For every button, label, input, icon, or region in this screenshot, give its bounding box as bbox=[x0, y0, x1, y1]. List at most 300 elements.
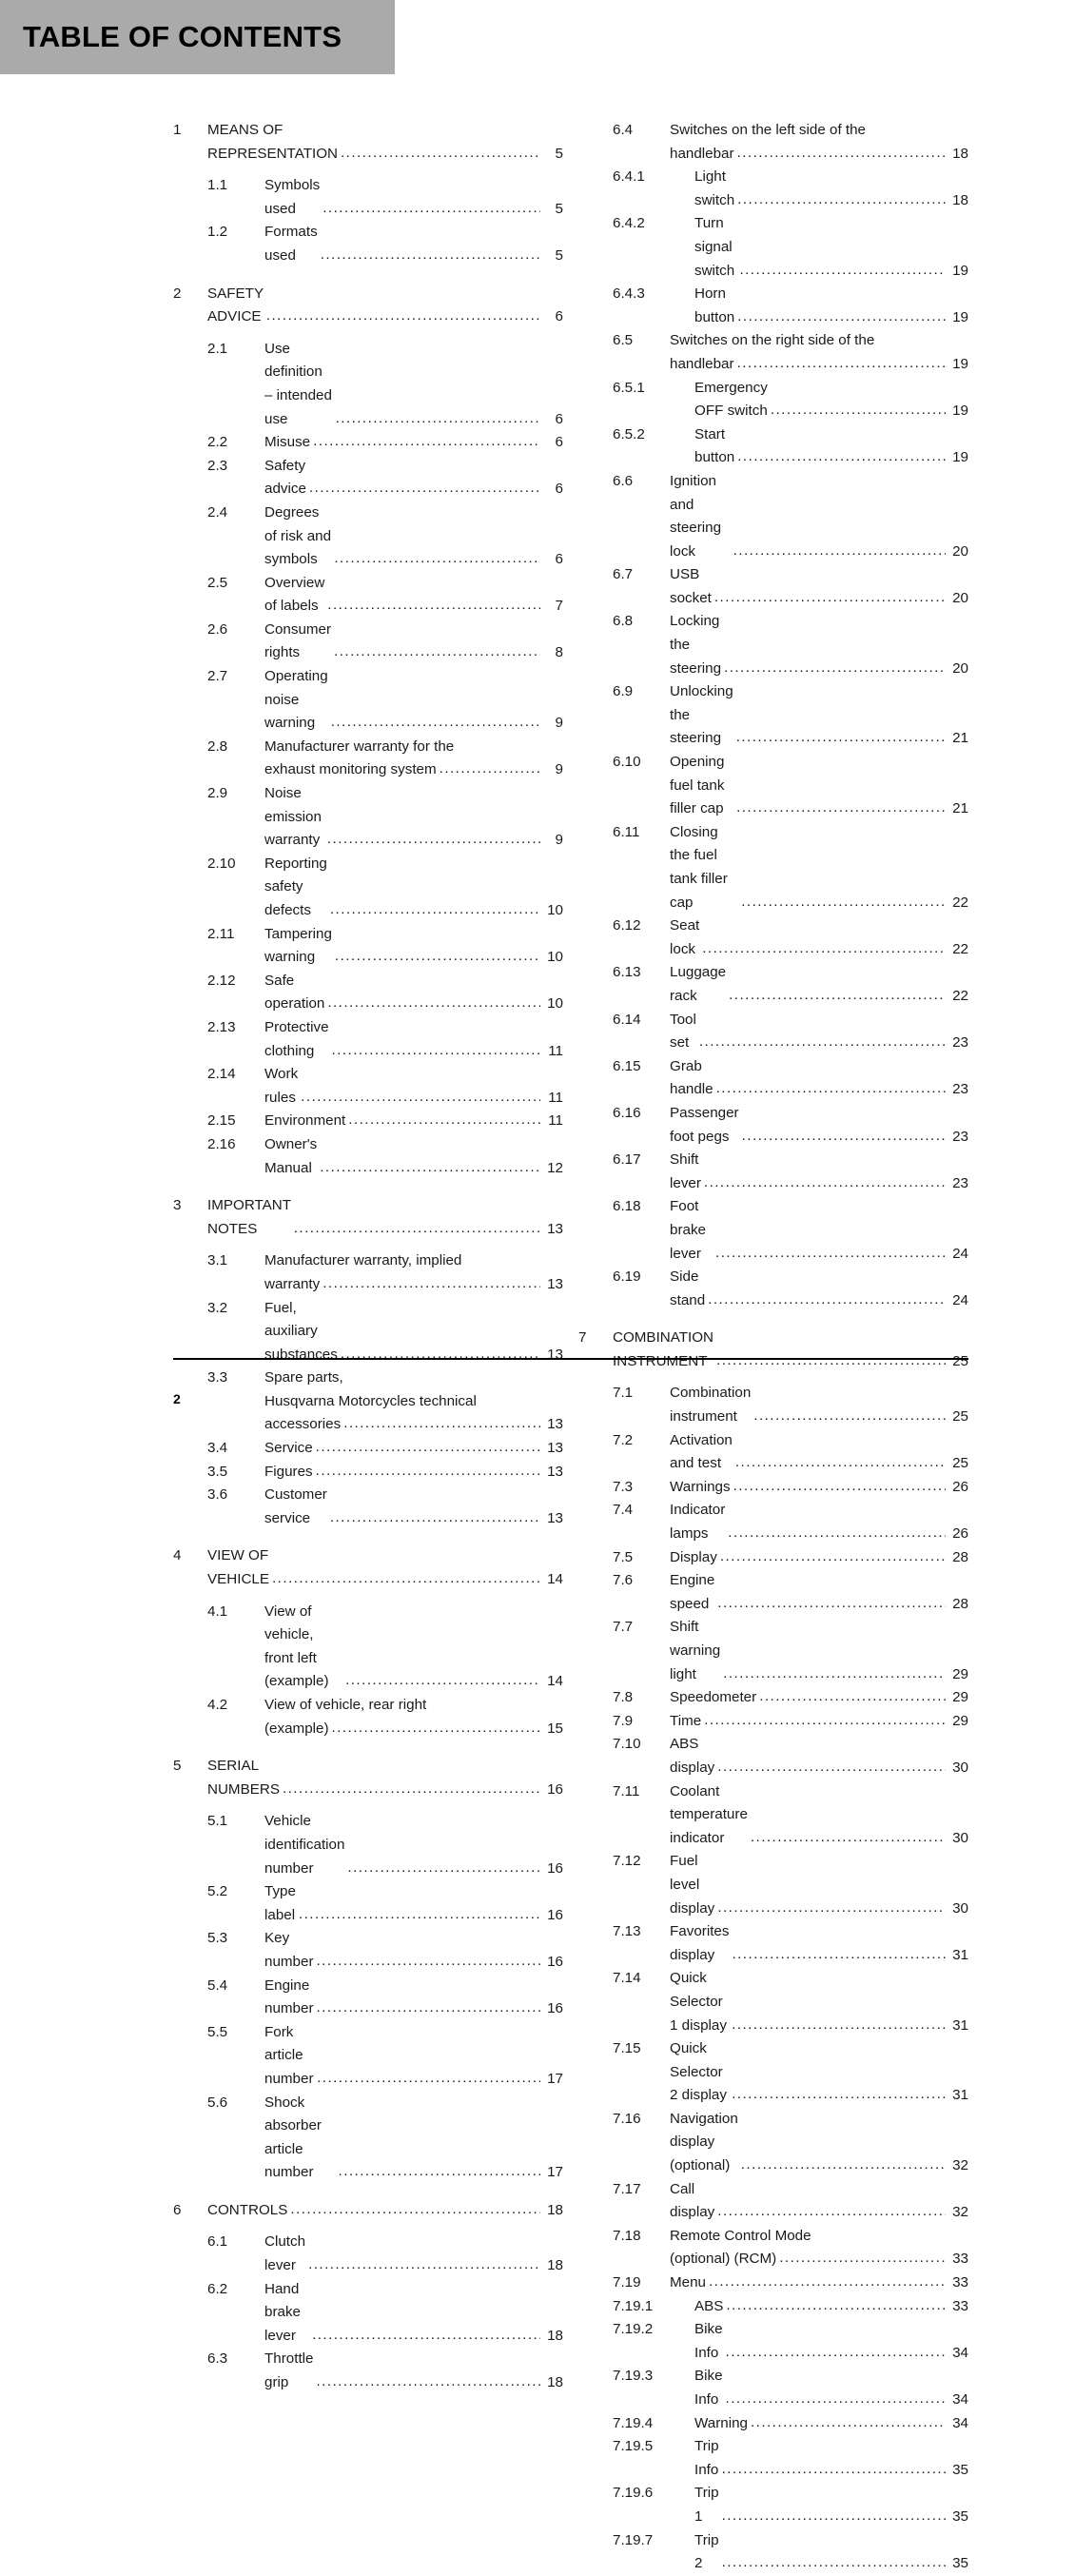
toc-entry-title: IMPORTANT NOTES bbox=[207, 1197, 291, 1237]
toc-entry-page: 18 bbox=[547, 2257, 563, 2274]
toc-entry-title: Trip Info bbox=[694, 2438, 719, 2478]
toc-entry-body bbox=[670, 212, 968, 283]
toc-entry[interactable] bbox=[578, 610, 968, 680]
toc-entry-title: (example) bbox=[264, 1720, 329, 1737]
toc-entry-title: Locking the steering bbox=[670, 613, 722, 677]
toc-entry[interactable] bbox=[578, 2178, 968, 2225]
toc-entry[interactable] bbox=[173, 2199, 563, 2223]
toc-entry-page: 19 bbox=[952, 403, 968, 420]
toc-entry-page: 5 bbox=[555, 145, 563, 162]
toc-entry-body bbox=[264, 501, 563, 572]
toc-entry[interactable] bbox=[173, 455, 563, 501]
toc-entry-number: 7.19.5 bbox=[613, 2438, 654, 2455]
toc-entry[interactable] bbox=[578, 2295, 968, 2319]
toc-entry-page: 29 bbox=[952, 1665, 968, 1682]
toc-leader-dots bbox=[728, 1522, 946, 1545]
toc-entry-body bbox=[264, 1437, 563, 1461]
toc-leader-dots bbox=[316, 1436, 540, 1460]
toc-entry-body bbox=[670, 1476, 968, 1500]
toc-entry-page: 31 bbox=[952, 2016, 968, 2034]
toc-entry[interactable] bbox=[578, 1382, 968, 1428]
toc-entry-body bbox=[207, 119, 563, 166]
toc-entry-title-row bbox=[670, 2248, 968, 2271]
toc-entry[interactable] bbox=[173, 119, 563, 166]
toc-entry-body bbox=[264, 1484, 563, 1530]
toc-entry-body bbox=[670, 377, 968, 423]
toc-entry-title: USB socket bbox=[670, 566, 712, 606]
toc-entry-title: Symbols used bbox=[264, 177, 321, 217]
toc-entry[interactable] bbox=[578, 1967, 968, 2037]
toc-entry[interactable] bbox=[578, 1569, 968, 1616]
toc-entry[interactable] bbox=[173, 1110, 563, 1133]
toc-leader-dots bbox=[716, 1077, 946, 1101]
toc-entry[interactable] bbox=[173, 2348, 563, 2394]
toc-entry-title-row bbox=[670, 2225, 968, 2249]
toc-entry-title: Indicator lamps bbox=[670, 1502, 726, 1543]
toc-leader-dots bbox=[330, 898, 540, 922]
toc-entry[interactable] bbox=[173, 1544, 563, 1591]
toc-leader-dots bbox=[313, 430, 540, 454]
toc-entry[interactable] bbox=[173, 221, 563, 267]
toc-entry[interactable] bbox=[578, 914, 968, 961]
toc-leader-dots bbox=[699, 1031, 946, 1054]
toc-entry-title: Spare parts, bbox=[264, 1369, 343, 1386]
toc-entry-title: View of vehicle, rear right bbox=[264, 1697, 427, 1713]
toc-entry[interactable] bbox=[578, 470, 968, 563]
toc-entry-page: 26 bbox=[952, 1478, 968, 1495]
toc-entry[interactable] bbox=[578, 680, 968, 751]
toc-entry[interactable] bbox=[578, 212, 968, 283]
toc-leader-dots bbox=[723, 1662, 946, 1686]
toc-entry-page: 34 bbox=[952, 2414, 968, 2431]
toc-entry-title: COMBINATION INSTRUMENT bbox=[613, 1329, 714, 1369]
toc-entry[interactable] bbox=[173, 1194, 563, 1241]
toc-entry-title: Menu bbox=[670, 2274, 706, 2291]
toc-entry-body bbox=[264, 174, 563, 221]
toc-entry[interactable] bbox=[578, 2108, 968, 2178]
toc-entry-page: 35 bbox=[952, 2461, 968, 2478]
toc-leader-dots bbox=[717, 1592, 946, 1616]
toc-entry-page: 16 bbox=[547, 1780, 563, 1798]
toc-entry[interactable] bbox=[578, 2365, 968, 2411]
toc-entry[interactable] bbox=[578, 961, 968, 1008]
toc-entry[interactable] bbox=[173, 1016, 563, 1063]
toc-entry[interactable] bbox=[578, 2225, 968, 2271]
toc-entry[interactable] bbox=[173, 431, 563, 455]
toc-entry[interactable] bbox=[578, 1616, 968, 1686]
toc-entry[interactable] bbox=[173, 1297, 563, 1367]
toc-entry-number: 4 bbox=[173, 1547, 182, 1564]
toc-entry-body bbox=[264, 970, 563, 1016]
toc-entry-title: Service bbox=[264, 1440, 313, 1457]
toc-leader-dots bbox=[336, 407, 540, 431]
toc-leader-dots bbox=[312, 2324, 540, 2348]
toc-leader-dots bbox=[320, 1156, 540, 1180]
toc-entry-body bbox=[670, 1710, 968, 1734]
toc-leader-dots bbox=[290, 2198, 540, 2222]
toc-entry[interactable] bbox=[173, 572, 563, 619]
toc-entry-body bbox=[264, 1975, 563, 2021]
toc-entry-page: 20 bbox=[952, 542, 968, 560]
toc-entry-title: ABS bbox=[694, 2297, 724, 2314]
toc-entry-page: 9 bbox=[555, 832, 563, 849]
toc-leader-dots bbox=[753, 1405, 946, 1428]
toc-leader-dots bbox=[735, 1451, 946, 1475]
toc-entry-title: Throttle grip bbox=[264, 2350, 314, 2391]
toc-entry[interactable] bbox=[578, 1195, 968, 1266]
toc-entry[interactable] bbox=[173, 1461, 563, 1485]
toc-entry-page: 19 bbox=[952, 308, 968, 325]
toc-entry[interactable] bbox=[578, 329, 968, 376]
toc-entry-title: Tool set bbox=[670, 1011, 696, 1052]
page-header-banner bbox=[0, 0, 395, 74]
toc-entry-number: 6.10 bbox=[613, 754, 641, 771]
toc-entry[interactable] bbox=[578, 377, 968, 423]
toc-entry[interactable] bbox=[173, 1927, 563, 1974]
toc-entry-body bbox=[670, 1686, 968, 1710]
toc-entry[interactable] bbox=[173, 1249, 563, 1296]
toc-entry-body bbox=[670, 1382, 968, 1428]
toc-entry[interactable] bbox=[578, 751, 968, 821]
toc-entry-title: Tampering warning bbox=[264, 925, 332, 966]
toc-entry-title: Environment bbox=[264, 1112, 346, 1130]
toc-entry-body bbox=[264, 1880, 563, 1927]
toc-entry-page: 13 bbox=[547, 1416, 563, 1433]
toc-entry-number: 6.4 bbox=[613, 122, 634, 138]
toc-entry-title: VIEW OF VEHICLE bbox=[207, 1547, 269, 1588]
toc-entry-page: 11 bbox=[548, 1089, 563, 1106]
toc-entry-title: Shift lever bbox=[670, 1151, 701, 1191]
toc-entry-page: 9 bbox=[555, 715, 563, 732]
toc-entry-title-row bbox=[264, 736, 563, 759]
toc-entry-number: 2.13 bbox=[207, 1018, 236, 1035]
toc-entry-title: Owner's Manual bbox=[264, 1135, 318, 1176]
toc-entry[interactable] bbox=[578, 1266, 968, 1312]
toc-entry[interactable] bbox=[578, 1327, 968, 1373]
toc-entry-page: 23 bbox=[952, 1081, 968, 1098]
toc-entry-number: 7.19.6 bbox=[613, 2485, 654, 2502]
toc-entry[interactable] bbox=[173, 1437, 563, 1461]
toc-entry[interactable] bbox=[578, 2529, 968, 2576]
toc-entry-title: Safe operation bbox=[264, 972, 325, 1013]
toc-entry-page: 26 bbox=[952, 1525, 968, 1543]
toc-entry-title: Activation and test bbox=[670, 1431, 733, 1472]
toc-entry[interactable] bbox=[173, 174, 563, 221]
toc-entry[interactable] bbox=[173, 283, 563, 329]
toc-column-left bbox=[173, 119, 563, 2395]
toc-entry-body bbox=[207, 2199, 563, 2223]
toc-entry-title-row bbox=[670, 143, 968, 167]
toc-entry-title: View of vehicle, front left (example) bbox=[264, 1603, 329, 1690]
toc-entry-body bbox=[264, 1110, 563, 1133]
toc-entry-page: 33 bbox=[952, 2274, 968, 2291]
toc-entry-title: Warnings bbox=[670, 1478, 731, 1495]
toc-entry[interactable] bbox=[578, 1546, 968, 1570]
toc-entry-page: 31 bbox=[952, 2087, 968, 2104]
toc-entry-title: Clutch lever bbox=[264, 2233, 306, 2274]
toc-entry[interactable] bbox=[578, 1009, 968, 1055]
toc-entry-number: 6.15 bbox=[613, 1057, 641, 1074]
toc-entry-body bbox=[264, 2092, 563, 2185]
toc-entry-page: 19 bbox=[952, 262, 968, 279]
toc-entry-title-row bbox=[264, 1249, 563, 1273]
toc-entry[interactable] bbox=[578, 1686, 968, 1710]
toc-entry[interactable] bbox=[578, 1850, 968, 1920]
toc-entry-title: warranty bbox=[264, 1275, 321, 1292]
toc-entry-title: accessories bbox=[264, 1416, 342, 1433]
toc-entry[interactable] bbox=[173, 2092, 563, 2185]
toc-entry-number: 2.16 bbox=[207, 1135, 236, 1152]
toc-entry[interactable] bbox=[578, 1780, 968, 1851]
toc-leader-dots bbox=[741, 891, 946, 914]
toc-entry[interactable] bbox=[578, 2412, 968, 2436]
toc-leader-dots bbox=[317, 2067, 540, 2091]
toc-entry[interactable] bbox=[578, 1149, 968, 1195]
toc-entry-title: Engine speed bbox=[670, 1572, 715, 1612]
toc-entry-number: 7.16 bbox=[613, 2110, 641, 2127]
toc-entry-page: 7 bbox=[555, 598, 563, 615]
toc-leader-dots bbox=[732, 2014, 946, 2037]
toc-entry-title: Switches on the right side of the bbox=[670, 332, 875, 349]
toc-leader-dots bbox=[729, 984, 946, 1008]
toc-entry-page: 18 bbox=[547, 2327, 563, 2344]
toc-entry[interactable] bbox=[173, 619, 563, 665]
toc-entry-title: handlebar bbox=[670, 355, 734, 372]
toc-entry-title: Overview of labels bbox=[264, 574, 325, 615]
toc-entry-body bbox=[670, 1149, 968, 1195]
toc-leader-dots bbox=[321, 244, 540, 267]
toc-entry[interactable] bbox=[578, 1733, 968, 1780]
toc-entry-title: Trip 1 bbox=[694, 2485, 719, 2525]
toc-entry-title: Remote Control Mode bbox=[670, 2227, 811, 2244]
toc-entry[interactable] bbox=[173, 1063, 563, 1110]
toc-entry-title: Emergency OFF switch bbox=[694, 379, 768, 420]
toc-entry[interactable] bbox=[578, 423, 968, 470]
toc-leader-dots bbox=[716, 1349, 946, 1373]
toc-entry-page: 13 bbox=[547, 1463, 563, 1480]
toc-entry-page: 23 bbox=[952, 1174, 968, 1191]
toc-entry-number: 2.4 bbox=[207, 503, 228, 521]
toc-entry-body bbox=[670, 2108, 968, 2178]
toc-entry[interactable] bbox=[173, 970, 563, 1016]
toc-entry-title: Noise emission warranty bbox=[264, 785, 322, 849]
toc-leader-dots bbox=[294, 1217, 540, 1241]
toc-entry[interactable] bbox=[578, 2271, 968, 2295]
toc-entry-title: Misuse bbox=[264, 434, 311, 451]
toc-entry[interactable] bbox=[173, 1694, 563, 1740]
toc-entry[interactable] bbox=[173, 1133, 563, 1180]
toc-entry[interactable] bbox=[578, 1055, 968, 1102]
toc-entry-body bbox=[613, 1327, 968, 1373]
toc-leader-dots bbox=[724, 657, 946, 680]
toc-entry-page: 23 bbox=[952, 1128, 968, 1145]
toc-entry-body bbox=[670, 1266, 968, 1312]
toc-leader-dots bbox=[737, 445, 946, 469]
toc-entry-number: 5.3 bbox=[207, 1930, 228, 1947]
toc-entry-body bbox=[670, 1102, 968, 1149]
toc-entry-body bbox=[207, 1194, 563, 1241]
toc-leader-dots bbox=[717, 1897, 946, 1920]
toc-entry-number: 3 bbox=[173, 1197, 182, 1214]
toc-entry-body bbox=[264, 221, 563, 267]
toc-entry-number: 1.1 bbox=[207, 177, 228, 194]
toc-leader-dots bbox=[722, 2458, 946, 2482]
toc-entry[interactable] bbox=[173, 665, 563, 736]
toc-entry-number: 5 bbox=[173, 1758, 182, 1775]
toc-entry[interactable] bbox=[173, 1975, 563, 2021]
toc-entry[interactable] bbox=[578, 1476, 968, 1500]
toc-entry-body bbox=[670, 1009, 968, 1055]
toc-entry-title: Degrees of risk and symbols bbox=[264, 503, 332, 568]
toc-entry[interactable] bbox=[578, 1710, 968, 1734]
toc-entry-number: 5.2 bbox=[207, 1883, 228, 1900]
toc-entry-number: 3.6 bbox=[207, 1486, 228, 1504]
toc-entry-page: 22 bbox=[952, 940, 968, 957]
toc-leader-dots bbox=[341, 1343, 540, 1367]
toc-entry-number: 4.1 bbox=[207, 1603, 228, 1620]
toc-entry-page: 30 bbox=[952, 1899, 968, 1917]
toc-entry-number: 2.12 bbox=[207, 972, 236, 989]
toc-entry-body bbox=[670, 1429, 968, 1476]
toc-entry-body bbox=[670, 2529, 968, 2576]
toc-entry-title: Operating noise warning bbox=[264, 668, 328, 732]
toc-entry-title: Safety advice bbox=[264, 457, 306, 498]
toc-entry[interactable] bbox=[578, 1102, 968, 1149]
toc-entry-body bbox=[264, 736, 563, 782]
toc-entry-number: 2.1 bbox=[207, 340, 228, 357]
toc-entry[interactable] bbox=[173, 1367, 563, 1437]
toc-leader-dots bbox=[335, 945, 540, 969]
toc-entry-page: 34 bbox=[952, 2391, 968, 2408]
toc-leader-dots bbox=[732, 2083, 946, 2107]
toc-entry-title: Start button bbox=[694, 425, 735, 466]
toc-leader-dots bbox=[759, 1685, 946, 1709]
toc-leader-dots bbox=[272, 1567, 540, 1591]
toc-entry-page: 32 bbox=[952, 2204, 968, 2221]
toc-leader-dots bbox=[332, 1717, 540, 1740]
toc-entry[interactable] bbox=[173, 2021, 563, 2092]
toc-entry-page: 11 bbox=[548, 1112, 563, 1130]
toc-leader-dots bbox=[440, 757, 540, 781]
toc-entry[interactable] bbox=[173, 2278, 563, 2349]
toc-entry-page: 29 bbox=[952, 1689, 968, 1706]
toc-entry[interactable] bbox=[173, 1810, 563, 1880]
toc-entry-number: 2.5 bbox=[207, 574, 228, 591]
toc-entry-number: 7.14 bbox=[613, 1970, 641, 1987]
toc-leader-dots bbox=[339, 2160, 540, 2184]
toc-entry[interactable] bbox=[578, 2482, 968, 2528]
toc-entry-title: Fork article number bbox=[264, 2023, 314, 2087]
footer-page-number: 2 bbox=[173, 1391, 181, 1406]
toc-entry-page: 13 bbox=[547, 1346, 563, 1363]
toc-entry[interactable] bbox=[578, 1429, 968, 1476]
toc-leader-dots bbox=[737, 352, 946, 376]
toc-entry[interactable] bbox=[173, 1755, 563, 1801]
toc-entry[interactable] bbox=[173, 853, 563, 923]
toc-entry[interactable] bbox=[578, 2435, 968, 2482]
toc-entry-number: 3.4 bbox=[207, 1440, 228, 1457]
toc-entry-title: Type label bbox=[264, 1883, 296, 1923]
toc-leader-dots bbox=[308, 2253, 540, 2277]
toc-entry-body bbox=[670, 680, 968, 751]
toc-entry-body bbox=[264, 2231, 563, 2277]
toc-entry[interactable] bbox=[173, 2231, 563, 2277]
toc-entry[interactable] bbox=[173, 1484, 563, 1530]
toc-entry-title: Figures bbox=[264, 1463, 313, 1480]
toc-entry-page: 19 bbox=[952, 355, 968, 372]
toc-entry-number: 6.9 bbox=[613, 683, 634, 700]
toc-entry[interactable] bbox=[578, 2037, 968, 2108]
toc-entry-page: 24 bbox=[952, 1291, 968, 1308]
toc-leader-dots bbox=[332, 1039, 540, 1063]
toc-entry-body bbox=[670, 1569, 968, 1616]
toc-entry[interactable] bbox=[578, 283, 968, 329]
toc-entry-number: 2.10 bbox=[207, 855, 236, 872]
toc-entry[interactable] bbox=[578, 2318, 968, 2365]
toc-entry[interactable] bbox=[578, 166, 968, 212]
toc-entry-number: 6.1 bbox=[207, 2233, 228, 2251]
toc-entry-number: 7.10 bbox=[613, 1736, 641, 1753]
toc-entry-page: 31 bbox=[952, 1946, 968, 1963]
toc-entry[interactable] bbox=[173, 338, 563, 431]
toc-entry-body bbox=[670, 563, 968, 610]
toc-entry-page: 5 bbox=[555, 246, 563, 264]
toc-entry-page: 8 bbox=[555, 644, 563, 661]
toc-entry[interactable] bbox=[173, 782, 563, 853]
toc-entry[interactable] bbox=[578, 119, 968, 166]
toc-entry[interactable] bbox=[173, 1880, 563, 1927]
toc-entry-number: 2.11 bbox=[207, 925, 235, 942]
toc-entry-title: handlebar bbox=[670, 145, 734, 162]
toc-entry[interactable] bbox=[173, 923, 563, 970]
toc-entry[interactable] bbox=[173, 1601, 563, 1694]
toc-entry-page: 18 bbox=[547, 2374, 563, 2391]
toc-entry-page: 12 bbox=[547, 1159, 563, 1176]
toc-entry-number: 6.18 bbox=[613, 1198, 641, 1215]
toc-entry[interactable] bbox=[578, 821, 968, 914]
toc-entry-body bbox=[670, 821, 968, 914]
toc-leader-dots bbox=[334, 547, 540, 571]
toc-entry-number: 7.2 bbox=[613, 1431, 634, 1448]
toc-entry-title: Navigation display (optional) bbox=[670, 2110, 738, 2174]
toc-entry[interactable] bbox=[173, 736, 563, 782]
toc-entry-number: 7 bbox=[578, 1329, 587, 1347]
toc-entry-page: 35 bbox=[952, 2555, 968, 2572]
toc-entry-title: Shift warning light bbox=[670, 1619, 721, 1682]
toc-entry-title: ABS display bbox=[670, 1736, 715, 1776]
toc-entry-body bbox=[670, 2271, 968, 2295]
toc-entry[interactable] bbox=[173, 501, 563, 572]
toc-entry[interactable] bbox=[578, 1499, 968, 1545]
toc-entry-number: 2.3 bbox=[207, 457, 228, 474]
toc-leader-dots bbox=[732, 1943, 946, 1967]
toc-entry-page: 24 bbox=[952, 1245, 968, 1262]
toc-entry-page: 13 bbox=[547, 1275, 563, 1292]
toc-entry-number: 7.15 bbox=[613, 2040, 641, 2057]
toc-leader-dots bbox=[717, 1756, 946, 1780]
toc-entry-number: 6.3 bbox=[207, 2350, 228, 2368]
toc-entry-page: 16 bbox=[547, 1953, 563, 1970]
toc-leader-dots bbox=[726, 2341, 946, 2365]
toc-entry-title-row bbox=[264, 1718, 563, 1741]
toc-entry-page: 10 bbox=[547, 995, 563, 1013]
toc-entry[interactable] bbox=[578, 563, 968, 610]
toc-entry-number: 2.14 bbox=[207, 1066, 236, 1083]
toc-entry-body bbox=[264, 2348, 563, 2394]
toc-entry-page: 6 bbox=[555, 308, 563, 325]
toc-entry[interactable] bbox=[578, 1920, 968, 1967]
toc-entry-body bbox=[264, 1810, 563, 1880]
